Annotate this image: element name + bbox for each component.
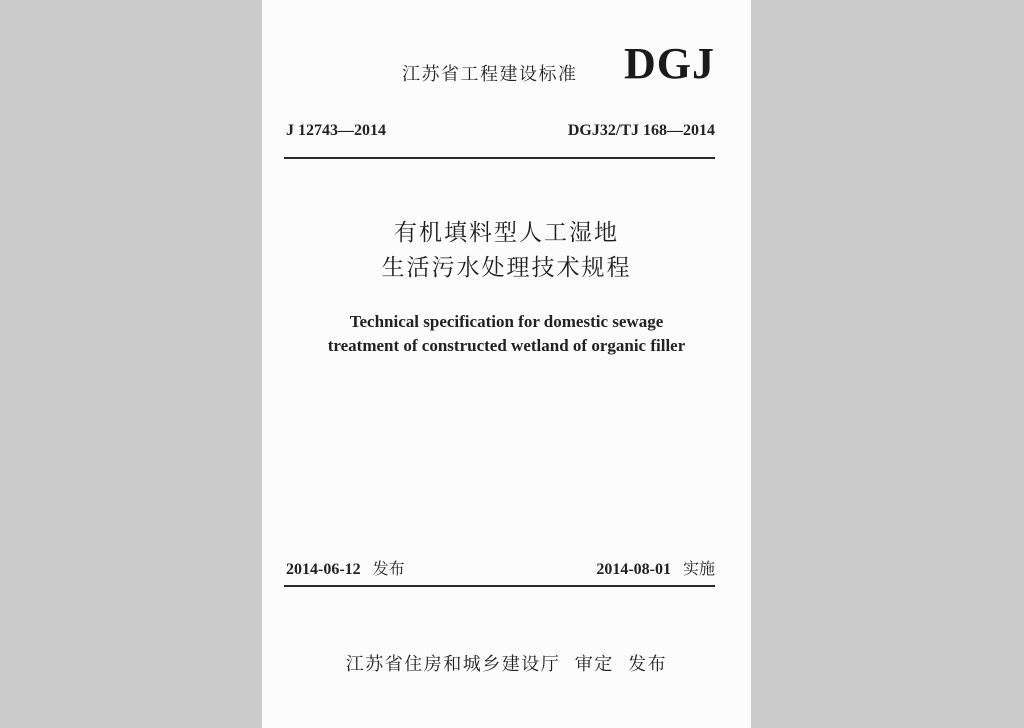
issue-label: 发布 bbox=[372, 559, 405, 578]
effective-date: 2014-08-01 bbox=[596, 561, 671, 578]
effective-label: 实施 bbox=[682, 559, 715, 578]
english-title-line-2: treatment of constructed wetland of organic filler bbox=[327, 336, 686, 355]
standard-type-label: 江苏省工程建设标准 bbox=[402, 64, 578, 85]
effective-date-row bbox=[596, 556, 715, 579]
document-cover bbox=[262, 0, 751, 728]
chinese-title-line-2: 生活污水处理技术规程 bbox=[381, 255, 632, 281]
bottom-divider bbox=[284, 585, 715, 587]
issue-date: 2014-06-12 bbox=[286, 561, 361, 578]
chinese-title-line-1: 有机填料型人工湿地 bbox=[394, 220, 619, 246]
record-number: J 12743—2014 bbox=[286, 122, 386, 139]
issue-date-row bbox=[286, 556, 405, 579]
standard-number: DGJ32/TJ 168—2014 bbox=[567, 122, 715, 139]
issuing-authority: 江苏省住房和城乡建设厅 审定 发布 bbox=[345, 654, 668, 675]
top-divider bbox=[284, 157, 715, 159]
dgj-logo: DGJ bbox=[624, 39, 715, 88]
english-title-line-1: Technical specification for domestic sewage bbox=[349, 312, 664, 331]
